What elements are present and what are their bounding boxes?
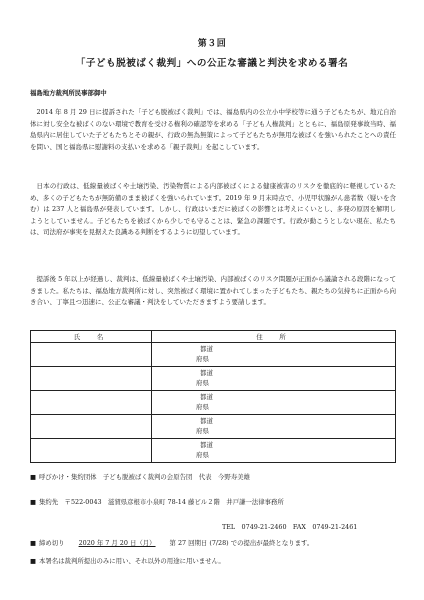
address-field[interactable]	[152, 391, 396, 415]
signature-row	[31, 415, 396, 439]
paragraph-2: 日本の行政は、低線量被ばくや土壌汚染、汚染物質による内部被ばくによる健康被害のリスクを徹底的に軽視しているため、多くの子どもたちが無防備のまま被ばくを強いられています。2019 年 9 月末時点で、小児甲状腺がん患者数（疑いを含む）は 237 人と福島県が発表しています。しかし、行政はいまだに被ばくの影響とは考えにくいとし、多発の原因を解明しようとしていません。子どもたちを被ばくから少しでも守ることは、緊急の課題です。行政が動こうとしない現在、私たちは、司法府が事実を見据えた良識ある判断をするように切望しています。	[30, 182, 396, 237]
name-field[interactable]	[31, 391, 152, 415]
deadline-note: 第 27 回期日 (7/28) での提出が最終となります。	[169, 539, 314, 547]
deadline-date: 2020 年 7 月 20 日（月）	[78, 539, 156, 547]
prefecture-label-bottom: 府県	[196, 427, 209, 435]
signature-row	[31, 343, 396, 367]
signature-table-header	[31, 331, 396, 343]
prefecture-label-top: 都道	[200, 417, 213, 425]
signature-table	[30, 330, 396, 463]
name-field[interactable]	[31, 343, 152, 367]
paragraph-1: 2014 年 8 月 29 日に提訴された「子ども脱被ばく裁判」では、福島県内の公立小中学校等に通う子どもたちが、地元自治体に対し安全な被ばくのない環境で教育を受ける権利の確認等を求める「子ども人権裁判」とともに、福島原発事故当時、福島県内に居住していた子どもたちとその親が、行政の無為無策によって子どもたちが無用な被ばくを強いられたことへの責任を問い、国と福島県に慰謝料の支払いを求める「親子裁判」を起こしています。	[30, 108, 397, 151]
bullet-square-icon: ■	[30, 473, 37, 481]
prefecture-label-top: 都道	[200, 441, 213, 449]
name-field[interactable]	[31, 415, 152, 439]
address-field[interactable]	[152, 367, 396, 391]
paragraph-3: 提訴後 5 年以上が経過し、裁判は、低線量被ばくや土壌汚染、内部被ばくのリスク問題が正面から議論される段階になってきました。私たちは、福島地方裁判所に対し、突然被ばく環境に置かれてしまった子どもたち、親たちの気持ちに正面から向き合い、丁寧且つ迅速に、公正な審議・判決をしていただきますよう要請します。	[30, 275, 396, 307]
name-field[interactable]	[31, 367, 152, 391]
deadline-line	[30, 538, 313, 547]
signature-row	[31, 367, 396, 391]
name-field[interactable]	[31, 439, 152, 463]
session-heading: 第３回	[197, 39, 227, 49]
address-column-header: 住 所	[152, 331, 396, 343]
bullet-square-icon: ■	[30, 539, 37, 547]
address-field[interactable]	[152, 415, 396, 439]
prefecture-label-bottom: 府県	[196, 379, 209, 387]
signature-row	[31, 391, 396, 415]
privacy-line	[30, 556, 225, 565]
prefecture-label-top: 都道	[200, 369, 213, 377]
prefecture-label-bottom: 府県	[196, 355, 209, 363]
collection-address-line	[30, 497, 284, 506]
contact-numbers: TEL 0749-21-2460 FAX 0749-21-2461	[222, 523, 358, 531]
deadline-label: 締め切り	[39, 539, 65, 547]
address-field[interactable]	[152, 439, 396, 463]
prefecture-label-bottom: 府県	[196, 403, 209, 411]
bullet-square-icon: ■	[30, 557, 37, 565]
addressee: 福島地方裁判所民事部御中	[30, 89, 107, 97]
bullet-square-icon: ■	[30, 498, 37, 506]
prefecture-label-top: 都道	[200, 393, 213, 401]
collection-address-text: 集約先 〒522-0043 滋賀県彦根市小泉町 78-14 藤ビル２階 井戸謙一法律事務所	[39, 498, 284, 506]
petition-title: 「子ども脱被ばく裁判」への公正な審議と判決を求める署名	[75, 58, 349, 69]
prefecture-label-top: 都道	[200, 345, 213, 353]
privacy-text: 本署名は裁判所提出のみに用い、それ以外の用途に用いません。	[39, 557, 225, 565]
signature-row	[31, 439, 396, 463]
name-column-header: 氏 名	[31, 331, 152, 343]
prefecture-label-bottom: 府県	[196, 451, 209, 459]
organizer-text: 呼びかけ・集約団体 子ども脱被ばく裁判の会原告団 代表 今野寿美雄	[39, 473, 250, 481]
organizer-line	[30, 472, 250, 481]
address-field[interactable]	[152, 343, 396, 367]
